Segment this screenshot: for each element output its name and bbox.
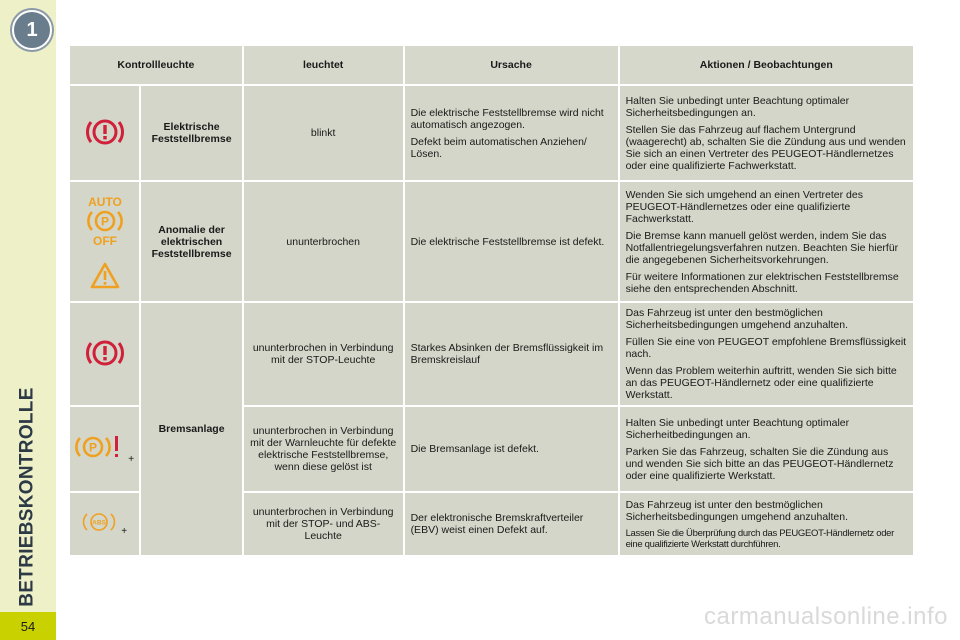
icon-cell xyxy=(70,493,139,555)
row-actions xyxy=(620,303,913,405)
action-text: Lassen Sie die Überprüfung durch das PEUGEOT-Händlernetz oder eine qualifizierte Werkstatt durchführen. xyxy=(625,527,895,550)
action-text: Das Fahrzeug ist unter den bestmöglichen Sicherheitsbedingungen umgehend anzuhalten. xyxy=(625,498,849,523)
action-text: Wenden Sie sich umgehend an einen Vertreter des PEUGEOT-Händlernetzes oder eine qualifizierte Fachwerkstatt. xyxy=(625,188,863,225)
section-title xyxy=(2,387,54,607)
cause-text: Defekt beim automatischen Anziehen/ Lösen. xyxy=(410,135,587,160)
svg-text:P: P xyxy=(100,214,109,228)
plus-sign: + xyxy=(128,453,135,465)
brake-warning-red-icon xyxy=(85,337,125,369)
brake-warning-red-icon xyxy=(85,116,125,148)
table-header-row xyxy=(70,46,913,84)
auto-off-parking-icon xyxy=(83,195,127,247)
row-cause xyxy=(405,493,618,555)
cause-text: Die elektrische Feststellbremse wird nicht automatisch angezogen. xyxy=(410,106,604,131)
svg-text:P: P xyxy=(89,440,98,455)
parking-brake-fault-icon xyxy=(75,432,123,462)
section-title-text: BETRIEBSKONTROLLE xyxy=(17,387,39,607)
sidebar xyxy=(0,0,56,640)
row-lights: ununterbrochen xyxy=(244,182,403,301)
header-leuchtet: leuchtet xyxy=(244,46,403,84)
row-name: Bremsanlage xyxy=(141,303,241,555)
header-aktionen: Aktionen / Beobachtungen xyxy=(620,46,913,84)
row-cause xyxy=(405,86,618,180)
cause-text: Die elektrische Feststellbremse ist defekt. xyxy=(410,235,605,248)
icon-cell xyxy=(70,86,139,180)
action-text: Halten Sie unbedingt unter Beachtung optimaler Sicherheitbedingungen an. xyxy=(625,416,850,441)
action-text: Füllen Sie eine von PEUGEOT empfohlene Bremsflüssigkeit nach. xyxy=(625,336,907,360)
table-row xyxy=(70,86,913,180)
icon-cell xyxy=(70,407,139,491)
action-text: Parken Sie das Fahrzeug, schalten Sie die Zündung aus und wenden Sie sich bitte an das PEUGEOT-Händlernetz oder eine qualifizierte Werkstatt. xyxy=(625,445,894,482)
abs-icon xyxy=(82,510,116,534)
header-ursache: Ursache xyxy=(405,46,618,84)
page-number xyxy=(0,612,56,640)
cause-text: Der elektronische Bremskraftverteiler (EBV) weist einen Defekt auf. xyxy=(410,512,584,536)
warning-lights-table xyxy=(68,44,915,557)
row-lights: ununterbrochen in Verbindung mit der STOP- und ABS-Leuchte xyxy=(244,493,403,555)
action-text: Stellen Sie das Fahrzeug auf flachem Untergrund (waagerecht) ab, schalten Sie die Zündung aus und wenden Sie sich an einen Vertreter des PEUGEOT-Händlernetzes oder eine qualifizierte Fachwerkstatt. xyxy=(625,123,906,172)
icon-cell xyxy=(70,303,139,405)
auto-label: AUTO xyxy=(87,194,122,209)
row-lights: ununterbrochen in Verbindung mit der STOP-Leuchte xyxy=(244,303,403,405)
action-text: Das Fahrzeug ist unter den bestmöglichen Sicherheitsbedingungen umgehend anzuhalten. xyxy=(625,307,849,331)
row-cause xyxy=(405,303,618,405)
table-row xyxy=(70,303,913,405)
page-number-text: 54 xyxy=(20,618,36,634)
icon-cell xyxy=(70,182,139,301)
row-actions xyxy=(620,182,913,301)
row-cause xyxy=(405,182,618,301)
plus-sign: + xyxy=(121,525,128,537)
row-lights: ununterbrochen in Verbindung mit der Warnleuchte für defekte elektrische Feststellbremse, wenn diese gelöst ist xyxy=(244,407,403,491)
row-lights: blinkt xyxy=(244,86,403,180)
warning-triangle-icon xyxy=(90,261,120,289)
row-name: Anomalie der elektrischen Feststellbremse xyxy=(141,182,241,301)
action-text: Halten Sie unbedingt unter Beachtung optimaler Sicherheitsbedingungen an. xyxy=(625,94,850,119)
table-row xyxy=(70,182,913,301)
action-text: Wenn das Problem weiterhin auftritt, wenden Sie sich bitte an das PEUGEOT-Händlernetz oder eine qualifizierte Werkstatt. xyxy=(625,365,897,401)
action-text: Für weitere Informationen zur elektrischen Feststellbremse siehe den entsprechenden Abschnitt. xyxy=(625,270,899,295)
row-cause xyxy=(405,407,618,491)
watermark: carmanualsonline.info xyxy=(704,603,948,630)
row-actions xyxy=(620,407,913,491)
row-name: Elektrische Feststellbremse xyxy=(141,86,241,180)
action-text: Die Bremse kann manuell gelöst werden, indem Sie das Notfallentriegelungsverfahren nutzen. Beachten Sie hierfür die angegebenen Sicherheitsvorkehrungen. xyxy=(625,229,899,266)
cause-text: Starkes Absinken der Bremsflüssigkeit im Bremskreislauf xyxy=(410,342,604,366)
off-label: OFF xyxy=(92,233,117,247)
abs-label: ABS xyxy=(92,519,107,527)
header-kontrollleuchte: Kontrollleuchte xyxy=(70,46,242,84)
chapter-badge xyxy=(12,10,52,50)
row-actions xyxy=(620,86,913,180)
cause-text: Die Bremsanlage ist defekt. xyxy=(410,443,539,455)
chapter-number: 1 xyxy=(26,18,38,41)
row-actions xyxy=(620,493,913,555)
